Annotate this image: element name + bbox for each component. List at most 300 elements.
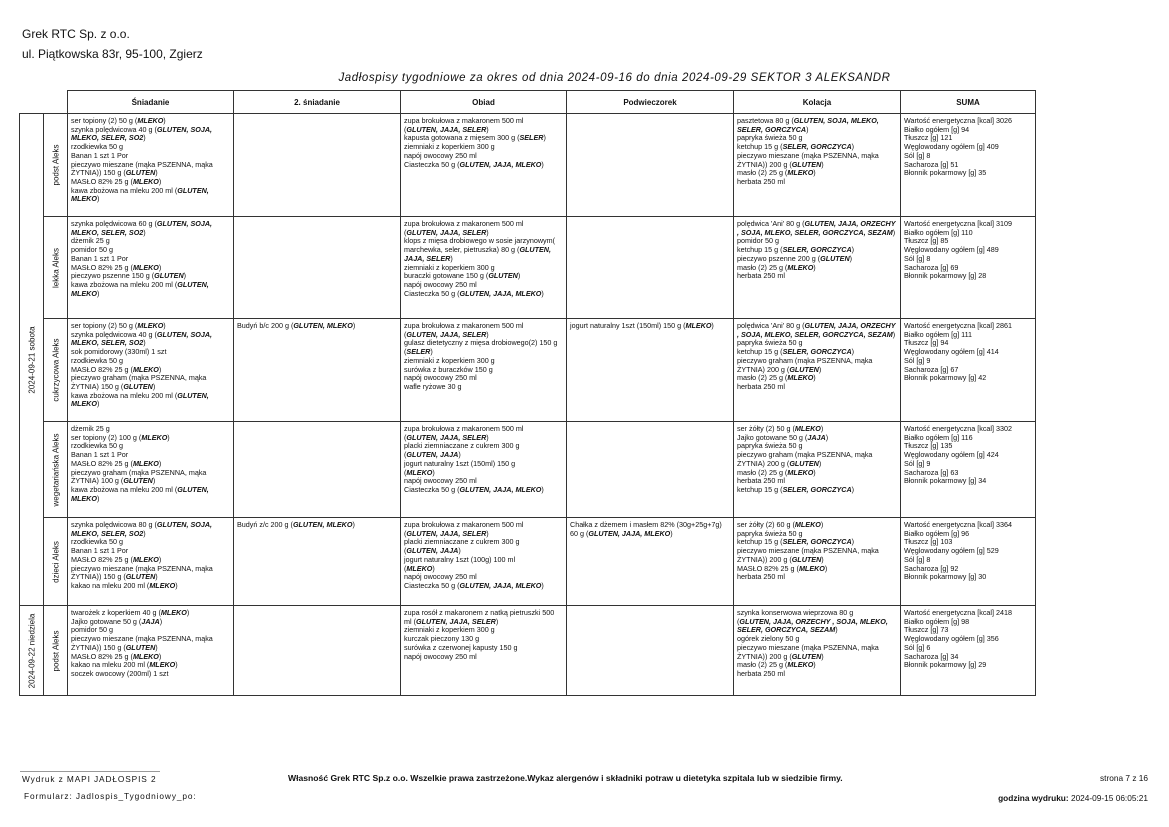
cell-text: ketchup 15 g ( xyxy=(737,537,783,547)
cell-text: ) xyxy=(183,271,187,281)
cell-text: ) xyxy=(155,168,158,178)
cell-text: ) xyxy=(96,399,100,409)
cell-text: ) xyxy=(541,159,544,169)
cell-text: ) xyxy=(835,625,838,635)
allergen-text: GLUTEN, JAJA, ORZECHY , SOJA, MLEKO, SELER, GORCZYCA, SEZAM xyxy=(737,321,896,339)
day-label-cell xyxy=(20,114,44,606)
cell-text: pieczywo graham (mąka PSZENNA, mąka ŻYTNIA) 100 g ( xyxy=(71,467,207,486)
table-header-row xyxy=(20,91,1036,114)
allergen-text: MLEKO xyxy=(132,458,159,468)
cell-text: MASŁO 82% 25 g ( xyxy=(71,262,133,272)
meal-cell xyxy=(567,606,734,696)
meal-cell xyxy=(734,114,901,217)
allergen-text: GLUTEN, MLEKO xyxy=(292,520,353,529)
cell-text: Węglowodany ogółem [g] 356 xyxy=(904,634,999,644)
cell-text: ) xyxy=(851,347,855,357)
cell-text: Tłuszcz [g] 85 xyxy=(904,236,949,246)
cell-text: ) xyxy=(158,651,162,661)
cell-text: ( xyxy=(404,329,407,339)
allergen-text: GLUTEN, SOJA, MLEKO, SELER, SO2 xyxy=(71,520,213,538)
diet-label-cell xyxy=(44,422,68,518)
allergen-text: GLUTEN, MLEKO xyxy=(293,321,353,330)
column-header: Kolacja xyxy=(734,91,901,114)
footer-ownership: Własność Grek RTC Sp.z o.o. Wszelkie prawa zastrzeżone.Wykaz alergenów i składniki potraw u dietetyka szpitala lub w siedzibie firmy. xyxy=(288,773,843,783)
cell-text: ) xyxy=(158,262,162,272)
meal-cell xyxy=(68,606,234,696)
cell-text: Tłuszcz [g] 121 xyxy=(904,133,953,143)
cell-text: ( xyxy=(404,432,407,442)
cell-text: sok pomidorowy (330ml) 1 szt xyxy=(71,347,167,357)
allergen-text: GLUTEN xyxy=(791,554,822,564)
cell-text: ) xyxy=(152,381,156,391)
cell-text: Ciasteczka 50 g ( xyxy=(404,580,460,590)
cell-text: ) xyxy=(813,168,816,178)
cell-text: ) xyxy=(486,124,489,134)
cell-text: dżemik 25 g xyxy=(71,236,110,246)
cell-text: buraczki gotowane 150 g ( xyxy=(404,271,489,281)
cell-text: pieczywo pszenne 150 g ( xyxy=(71,271,155,281)
cell-text: ( xyxy=(404,563,407,573)
cell-text: ) xyxy=(820,424,824,433)
allergen-text: GLUTEN xyxy=(125,642,156,652)
diet-label-cell xyxy=(44,217,68,319)
cell-text: ) xyxy=(163,116,166,125)
cell-text: Tłuszcz [g] 73 xyxy=(904,625,949,635)
allergen-text: MLEKO xyxy=(137,116,164,125)
cell-text: ( xyxy=(737,616,740,626)
cell-text: rzodkiewka 50 g xyxy=(71,355,123,365)
company-header xyxy=(22,24,203,64)
cell-text: rzodkiewka 50 g xyxy=(71,441,123,451)
allergen-text: GLUTEN, JAJA, SELER xyxy=(406,329,487,339)
cell-text: ser topiony (2) 50 g ( xyxy=(71,321,138,330)
allergen-text: GLUTEN, JAJA, SELER xyxy=(406,227,487,237)
cell-text: ) xyxy=(806,124,809,134)
cell-text: kawa zbożowa na mleku 200 ml ( xyxy=(71,484,178,494)
allergen-text: JAJA xyxy=(141,616,160,626)
cell-text: pieczywo graham (mąka PSZENNA, mąka ŻYTNIA) 200 g ( xyxy=(737,355,873,374)
cell-text: ) xyxy=(167,432,170,442)
cell-text: pieczywo pszenne 200 g ( xyxy=(737,253,821,263)
cell-text: Sól [g] 9 xyxy=(904,458,931,468)
cell-text: ) xyxy=(158,458,162,468)
cell-text: pomidor 50 g xyxy=(737,236,779,246)
cell-text: ) xyxy=(813,262,816,272)
allergen-text: MLEKO xyxy=(787,262,814,272)
cell-text: ) xyxy=(892,227,896,237)
allergen-text: GLUTEN xyxy=(820,253,850,263)
allergen-text: MLEKO xyxy=(132,364,159,374)
meal-cell xyxy=(68,114,234,217)
cell-text: ketchup 15 g ( xyxy=(737,484,783,494)
diet-label: wegetariańska Aleks xyxy=(51,433,60,506)
diet-label: podst Aleks xyxy=(51,630,60,671)
cell-text: kawa zbożowa na mleku 200 ml ( xyxy=(71,279,178,289)
allergen-text: GLUTEN xyxy=(789,364,819,374)
day-label: 2024-09-21 sobota xyxy=(27,325,36,394)
cell-text: Białko ogółem [g] 116 xyxy=(904,432,973,442)
cell-text: zupa brokułowa z makaronem 500 ml xyxy=(404,116,524,125)
cell-text: Ciasteczka 50 g ( xyxy=(404,288,460,298)
header-blank xyxy=(44,91,68,114)
allergen-text: GLUTEN xyxy=(488,271,518,281)
cell-text: Ciasteczka 50 g ( xyxy=(404,484,460,494)
cell-text: Wartość energetyczna [kcal] 3109 xyxy=(904,219,1012,228)
cell-text: ) xyxy=(143,338,146,348)
allergen-text: MLEKO xyxy=(149,660,176,670)
cell-text: Sól [g] 6 xyxy=(904,642,931,652)
footer-form: Formularz: Jadlospis_Tygodniowy_po: xyxy=(24,791,197,801)
cell-text: surówka z czerwonej kapusty 150 g xyxy=(404,642,518,652)
cell-text: ) xyxy=(818,364,822,374)
allergen-text: SELER, GORCZYCA xyxy=(782,537,852,547)
cell-text: ) xyxy=(175,660,178,670)
cell-text: gulasz dietetyczny z mięsa drobiowego(2) 150 g ( xyxy=(404,338,558,357)
cell-text: Wartość energetyczna [kcal] 3364 xyxy=(904,520,1012,529)
cell-text: napój owocowy 250 ml xyxy=(404,651,477,661)
cell-text: Białko ogółem [g] 98 xyxy=(904,616,970,626)
allergen-text: MLEKO xyxy=(132,554,159,564)
meal-cell xyxy=(401,518,567,606)
cell-text: herbata 250 ml xyxy=(737,176,785,186)
cell-text: ) xyxy=(824,563,828,573)
cell-text: Błonnik pokarmowy [g] 34 xyxy=(904,476,987,486)
cell-text: kakao na mleku 200 ml ( xyxy=(71,580,150,590)
cell-text: Białko ogółem [g] 94 xyxy=(904,124,970,134)
cell-text: ) xyxy=(158,364,162,374)
cell-text: jogurt naturalny 1szt (150ml) 150 g xyxy=(404,458,516,468)
cell-text: Banan 1 szt 1 Por xyxy=(71,450,129,460)
footer-print-time xyxy=(998,793,1148,803)
cell-text: ) xyxy=(158,176,162,186)
cell-text: ogórek zielony 50 g xyxy=(737,634,800,644)
allergen-text: SELER, GORCZYCA xyxy=(782,142,852,152)
cell-text: herbata 250 ml xyxy=(737,476,785,486)
meal-cell xyxy=(234,518,401,606)
allergen-text: SELER, GORCZYCA xyxy=(782,347,852,357)
cell-text: ) xyxy=(430,347,433,357)
cell-text: szynka polędwicowa 40 g ( xyxy=(71,329,157,339)
cell-text: ) xyxy=(186,608,190,617)
cell-text: Budyń z/c 200 g ( xyxy=(237,520,293,529)
diet-label: cukrzycowa Aleks xyxy=(51,338,60,402)
allergen-text: GLUTEN, JAJA, MLEKO xyxy=(459,580,542,590)
diet-label-cell xyxy=(44,518,68,606)
sum-cell xyxy=(901,114,1036,217)
cell-text: ) xyxy=(152,476,156,486)
footer-print-source: Wydruk z MAPI JADŁOSPIS 2 xyxy=(22,774,157,784)
meal-cell xyxy=(401,422,567,518)
cell-text: zupa brokułowa z makaronem 500 ml xyxy=(404,520,524,529)
sum-cell xyxy=(901,319,1036,422)
cell-text: ketchup 15 g ( xyxy=(737,245,783,255)
cell-text: ) xyxy=(96,493,100,503)
cell-text: ( xyxy=(404,124,407,134)
footer-print-time-label: godzina wydruku: xyxy=(998,793,1069,803)
cell-text: Sacharoza [g] 51 xyxy=(904,159,959,169)
cell-text: ) xyxy=(158,554,162,564)
column-header: 2. śniadanie xyxy=(234,91,401,114)
cell-text: napój owocowy 250 ml xyxy=(404,476,477,486)
cell-text: pieczywo graham (mąka PSZENNA, mąka ŻYTNIA) 200 g ( xyxy=(737,450,873,468)
cell-text: Białko ogółem [g] 96 xyxy=(904,528,970,538)
cell-text: Sacharoza [g] 63 xyxy=(904,467,959,477)
diet-label: podst Aleks xyxy=(51,144,60,186)
cell-text: napój owocowy 250 ml xyxy=(404,373,477,383)
cell-text: kawa zbożowa na mleku 200 ml ( xyxy=(71,390,178,400)
cell-text: Błonnik pokarmowy [g] 42 xyxy=(904,373,987,383)
cell-text: Chałka z dżemem i masłem 82% (30g+25g+7g) 60 g ( xyxy=(570,520,722,538)
cell-text: kawa zbożowa na mleku 200 ml ( xyxy=(71,185,178,195)
meal-cell xyxy=(401,606,567,696)
cell-text: pieczywo mieszane (mąka PSZENNA, mąka ŻYTNIA)) 200 g ( xyxy=(737,642,879,661)
cell-text: MASŁO 82% 25 g ( xyxy=(71,651,133,661)
meal-cell xyxy=(401,319,567,422)
diet-label-cell xyxy=(44,606,68,696)
allergen-text: MLEKO xyxy=(149,580,176,590)
sum-cell xyxy=(901,422,1036,518)
cell-text: ) xyxy=(851,142,855,152)
cell-text: zupa brokułowa z makaronem 500 ml xyxy=(404,219,524,228)
allergen-text: GLUTEN xyxy=(791,651,822,661)
cell-text: szynka polędwicowa 40 g ( xyxy=(71,124,157,134)
cell-text: ziemniaki z koperkiem 300 g xyxy=(404,355,495,365)
cell-text: MASŁO 82% 25 g ( xyxy=(71,364,133,374)
allergen-text: GLUTEN, SOJA, MLEKO, SELER, SO2 xyxy=(71,329,213,348)
cell-text: pomidor 50 g xyxy=(71,625,113,635)
meal-cell xyxy=(68,319,234,422)
cell-text: papryka świeża 50 g xyxy=(737,338,803,348)
meal-cell xyxy=(68,217,234,319)
allergen-text: GLUTEN, JAJA, MLEKO xyxy=(459,159,542,169)
cell-text: Jajko gotowane 50 g ( xyxy=(71,616,142,626)
cell-text: surówka z buraczków 150 g xyxy=(404,364,493,374)
cell-text: ) xyxy=(143,227,146,237)
cell-text: Białko ogółem [g] 110 xyxy=(904,227,973,237)
cell-text: ) xyxy=(711,321,714,330)
day-label: 2024-09-22 niedziela xyxy=(27,613,36,688)
meal-cell xyxy=(234,114,401,217)
sum-cell xyxy=(901,606,1036,696)
cell-text: pieczywo graham (mąka PSZENNA, mąka ŻYTNIA) 150 g ( xyxy=(71,373,207,391)
cell-text: ) xyxy=(821,159,824,169)
allergen-text: MLEKO xyxy=(787,467,814,477)
cell-text: ) xyxy=(813,660,816,670)
meal-cell xyxy=(234,422,401,518)
cell-text: Sól [g] 8 xyxy=(904,253,931,263)
cell-text: Sacharoza [g] 67 xyxy=(904,364,959,374)
cell-text: papryka świeża 50 g xyxy=(737,441,803,451)
table-row xyxy=(20,422,1036,518)
cell-text: ) xyxy=(96,194,100,204)
allergen-text: GLUTEN, SOJA, MLEKO, SELER, SO2 xyxy=(71,219,213,237)
day-label-cell xyxy=(20,606,44,696)
cell-text: polędwica 'Ani' 80 g ( xyxy=(737,321,805,330)
cell-text: Sacharoza [g] 92 xyxy=(904,563,959,573)
cell-text: ) xyxy=(821,554,824,564)
cell-text: soczek owocowy (200ml) 1 szt xyxy=(71,668,169,678)
allergen-text: MLEKO xyxy=(132,262,159,272)
cell-text: klops z mięsa drobiowego w sosie jarzynowym( marchewka, seler, pietruszka) 80 g ( xyxy=(404,236,555,255)
cell-text: ser topiony (2) 50 g ( xyxy=(71,116,138,125)
allergen-text: GLUTEN, JAJA, SELER xyxy=(406,432,487,442)
cell-text: Sacharoza [g] 34 xyxy=(904,651,959,661)
cell-text: MASŁO 82% 25 g ( xyxy=(71,554,133,564)
cell-text: ) xyxy=(517,271,521,281)
allergen-text: GLUTEN, JAJA, ORZECHY , SOJA, MLEKO, SELER, GORCZYCA, SEZAM xyxy=(737,616,888,635)
cell-text: pieczywo mieszane (mąka PSZENNA, mąka ŻYTNIA)) 150 g ( xyxy=(71,159,213,178)
sum-cell xyxy=(901,217,1036,319)
allergen-text: GLUTEN, MLEKO xyxy=(71,185,209,204)
meal-cell xyxy=(401,114,567,217)
cell-text: ) xyxy=(541,580,544,590)
cell-text: ) xyxy=(813,373,816,383)
allergen-text: GLUTEN, MLEKO xyxy=(71,484,209,503)
cell-text: papryka świeża 50 g xyxy=(737,528,803,538)
allergen-text: MLEKO xyxy=(685,321,712,330)
meal-cell xyxy=(734,518,901,606)
cell-text: Węglowodany ogółem [g] 409 xyxy=(904,142,999,152)
cell-text: zupa brokułowa z makaronem 500 ml xyxy=(404,424,524,433)
table-row xyxy=(20,606,1036,696)
cell-text: jogurt naturalny 1szt (100g) 100 ml xyxy=(404,554,516,564)
allergen-text: GLUTEN, JAJA, MLEKO xyxy=(459,288,542,298)
allergen-text: GLUTEN, JAJA, SELER xyxy=(404,245,551,263)
cell-text: Węglowodany ogółem [g] 424 xyxy=(904,450,999,460)
allergen-text: GLUTEN xyxy=(125,572,156,582)
cell-text: ziemniaki z koperkiem 300 g xyxy=(404,262,495,272)
cell-text: Ciasteczka 50 g ( xyxy=(404,159,460,169)
table-row xyxy=(20,114,1036,217)
cell-text: ) xyxy=(670,528,673,538)
header-blank xyxy=(20,91,44,114)
allergen-text: GLUTEN xyxy=(791,159,822,169)
cell-text: MASŁO 82% 25 g ( xyxy=(737,563,799,573)
footer-page: strona 7 z 16 xyxy=(1100,773,1148,783)
allergen-text: GLUTEN, JAJA, SELER xyxy=(406,528,487,538)
cell-text: pieczywo mieszane (mąka PSZENNA, mąka ŻYTNIA)) 200 g ( xyxy=(737,546,879,564)
allergen-text: SELER xyxy=(406,347,431,357)
allergen-text: MLEKO xyxy=(406,563,433,573)
cell-text: ) xyxy=(486,432,489,442)
cell-text: placki ziemniaczane z cukrem 300 g xyxy=(404,441,520,451)
meal-cell xyxy=(234,217,401,319)
cell-text: ) xyxy=(495,616,499,626)
allergen-text: MLEKO xyxy=(137,321,164,330)
cell-text: ) xyxy=(163,321,166,330)
cell-text: rzodkiewka 50 g xyxy=(71,142,123,152)
cell-text: ) xyxy=(155,572,158,582)
cell-text: kakao na mleku 200 ml ( xyxy=(71,660,150,670)
meal-cell xyxy=(567,319,734,422)
cell-text: ) xyxy=(175,580,178,590)
meal-cell xyxy=(234,319,401,422)
cell-text: ) xyxy=(851,484,855,494)
cell-text: MASŁO 82% 25 g ( xyxy=(71,176,133,186)
cell-text: placki ziemniaczane z cukrem 300 g xyxy=(404,537,520,547)
diet-label-cell xyxy=(44,319,68,422)
allergen-text: GLUTEN xyxy=(154,271,184,281)
menu-table xyxy=(19,90,1036,696)
company-name: Grek RTC Sp. z o.o. xyxy=(22,27,130,41)
column-header: SUMA xyxy=(901,91,1036,114)
meal-cell xyxy=(567,422,734,518)
allergen-text: GLUTEN, MLEKO xyxy=(71,390,209,409)
cell-text: ) xyxy=(486,528,489,538)
cell-text: Banan 1 szt 1 Por xyxy=(71,150,129,160)
cell-text: zupa rosół z makaronem z natką pietruszki 500 ml ( xyxy=(404,608,555,626)
cell-text: ) xyxy=(849,253,853,263)
allergen-text: MLEKO xyxy=(787,660,814,670)
allergen-text: MLEKO xyxy=(406,467,433,477)
table-row xyxy=(20,319,1036,422)
diet-label-cell xyxy=(44,114,68,217)
cell-text: Błonnik pokarmowy [g] 28 xyxy=(904,271,987,281)
cell-text: ) xyxy=(143,528,146,538)
allergen-text: GLUTEN, JAJA xyxy=(406,450,459,460)
company-address: ul. Piątkowska 83r, 95-100, Zgierz xyxy=(22,47,203,61)
cell-text: szynka polędwicowa 60 g ( xyxy=(71,219,157,228)
allergen-text: GLUTEN, JAJA, MLEKO xyxy=(588,528,671,538)
allergen-text: GLUTEN, MLEKO xyxy=(71,279,209,298)
cell-text: pieczywo mieszane (mąka PSZENNA, mąka ŻYTNIA)) 200 g ( xyxy=(737,150,879,169)
cell-text: Budyń b/c 200 g ( xyxy=(237,321,294,330)
cell-text: Wartość energetyczna [kcal] 3026 xyxy=(904,116,1012,125)
allergen-text: SELER, GORCZYCA xyxy=(782,245,852,255)
allergen-text: GLUTEN, JAJA, SELER xyxy=(406,124,487,134)
allergen-text: GLUTEN xyxy=(125,168,156,178)
cell-text: ( xyxy=(404,450,407,460)
meal-cell xyxy=(401,217,567,319)
allergen-text: MLEKO xyxy=(132,176,159,186)
cell-text: ) xyxy=(486,329,489,339)
cell-text: ) xyxy=(813,467,816,477)
cell-text: Sól [g] 8 xyxy=(904,150,931,160)
cell-text: Jajko gotowane 50 g ( xyxy=(737,432,808,442)
cell-text: ( xyxy=(404,546,407,556)
cell-text: herbata 250 ml xyxy=(737,668,785,678)
meal-cell xyxy=(734,606,901,696)
footer-rule xyxy=(20,771,160,772)
allergen-text: GLUTEN xyxy=(123,476,153,486)
cell-text: ) xyxy=(432,563,435,573)
cell-text: ) xyxy=(96,288,100,298)
cell-text: ( xyxy=(404,467,407,477)
column-header: Śniadanie xyxy=(68,91,234,114)
cell-text: Tłuszcz [g] 135 xyxy=(904,441,953,451)
meal-cell xyxy=(567,518,734,606)
allergen-text: GLUTEN, JAJA xyxy=(406,546,459,556)
cell-text: ) xyxy=(159,616,163,626)
cell-text: ) xyxy=(821,651,824,661)
allergen-text: JAJA xyxy=(807,432,826,442)
cell-text: ) xyxy=(541,288,544,298)
meal-cell xyxy=(734,422,901,518)
cell-text: masło (2) 25 g ( xyxy=(737,373,788,383)
cell-text: kapusta gotowana z mięsem 300 g ( xyxy=(404,133,520,143)
cell-text: napój owocowy 250 ml xyxy=(404,572,477,582)
cell-text: ) xyxy=(458,450,461,460)
table-row xyxy=(20,518,1036,606)
column-header: Obiad xyxy=(401,91,567,114)
cell-text: ) xyxy=(143,133,146,143)
cell-text: szynka polędwicowa 80 g ( xyxy=(71,520,157,529)
cell-text: ) xyxy=(541,484,544,494)
cell-text: pieczywo mieszane (mąka PSZENNA, mąka ŻYTNIA)) 150 g ( xyxy=(71,563,213,582)
meal-cell xyxy=(567,217,734,319)
cell-text: ) xyxy=(818,458,822,468)
cell-text: ketchup 15 g ( xyxy=(737,142,783,152)
